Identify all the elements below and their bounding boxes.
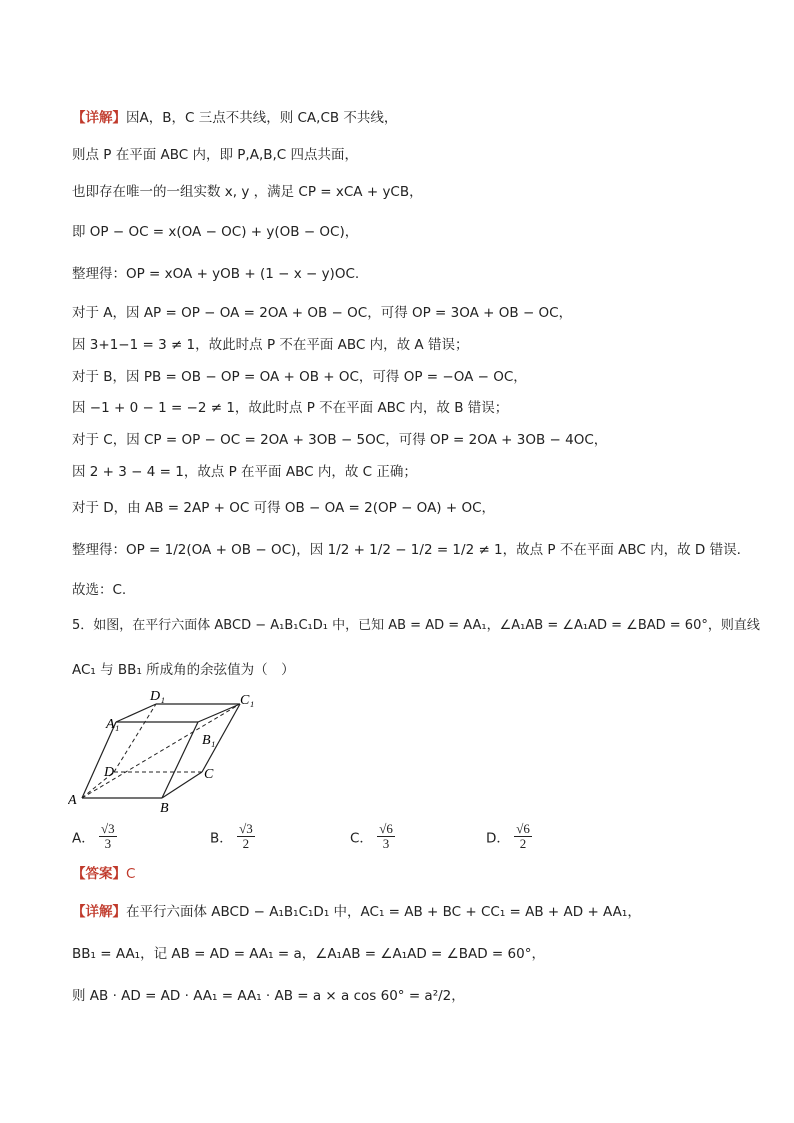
detail2-line-3 xyxy=(72,986,465,1006)
fraction-numerator: √3 xyxy=(239,821,253,836)
fraction-denominator: 3 xyxy=(382,836,390,851)
answer-prefix: 【答案】 xyxy=(72,866,126,882)
detail-line-4 xyxy=(72,222,358,242)
choice-label: A． xyxy=(72,830,95,847)
edge-A-A1 xyxy=(82,722,116,798)
detail-line-13 xyxy=(72,540,741,560)
line-text: 对于 C，因 CP = OP − OC = 2OA + 3OB − 5OC，可得 OP = 2OA + 3OB − 4OC， xyxy=(72,432,608,448)
choice-fraction xyxy=(377,822,395,851)
choice-B[interactable] xyxy=(210,822,255,851)
detail-line-7 xyxy=(72,335,468,355)
line-text: 在平行六面体 ABCD − A₁B₁C₁D₁ 中，AC₁ = AB + BC + CC₁ = AB + AD + AA₁， xyxy=(126,904,641,920)
line-text: 即 OP − OC = x(OA − OC) + y(OB − OC)， xyxy=(72,224,359,240)
detail-line-10 xyxy=(72,430,607,450)
label-D1: D₁ xyxy=(150,690,165,704)
label-C1: C₁ xyxy=(240,693,255,708)
detail-line-14 xyxy=(72,580,126,600)
line-text: 对于 A，因 AP = OP − OA = 2OA + OB − OC，可得 OP = 3OA + OB − OC， xyxy=(72,305,573,321)
label-B: B xyxy=(160,801,169,816)
choice-A[interactable] xyxy=(72,822,117,851)
detail-line-3 xyxy=(72,182,423,202)
fraction-denominator: 2 xyxy=(242,836,250,851)
line-text: 因 2 + 3 − 4 = 1，故点 P 在平面 ABC 内，故 C 正确； xyxy=(72,464,417,480)
choice-fraction xyxy=(237,822,255,851)
label-C: C xyxy=(204,767,214,782)
detail-prefix: 【详解】 xyxy=(72,110,126,126)
answer-line xyxy=(72,864,135,884)
parallelepiped-figure xyxy=(68,690,268,816)
detail-line-2 xyxy=(72,145,358,165)
fraction-numerator: √3 xyxy=(101,821,115,836)
answer-value: C xyxy=(126,866,136,882)
line-text: 5．如图，在平行六面体 ABCD − A₁B₁C₁D₁ 中，已知 AB = AD = AA₁，∠A₁AB = ∠A₁AD = ∠BAD = 60°，则直线 xyxy=(72,618,760,633)
detail-line-8 xyxy=(72,367,527,387)
detail2-line-2 xyxy=(72,944,545,964)
detail-line-5 xyxy=(72,264,359,284)
line-text: 因 −1 + 0 − 1 = −2 ≠ 1，故此时点 P 不在平面 ABC 内，故 B 错误； xyxy=(72,400,509,416)
choice-label: C． xyxy=(350,830,373,847)
line-text: 因 3+1−1 = 3 ≠ 1，故此时点 P 不在平面 ABC 内，故 A 错误； xyxy=(72,337,469,353)
edge-B1-C1 xyxy=(198,704,240,722)
line-text: 则点 P 在平面 ABC 内，即 P,A,B,C 四点共面， xyxy=(72,147,359,163)
label-A1: A₁ xyxy=(106,717,120,732)
question-5-stem xyxy=(72,616,760,636)
line-text: AC₁ 与 BB₁ 所成角的余弦值为（ ） xyxy=(72,662,295,678)
fraction-denominator: 3 xyxy=(104,836,112,851)
fraction-numerator: √6 xyxy=(379,821,393,836)
detail-line-9 xyxy=(72,398,508,418)
fraction-numerator: √6 xyxy=(516,821,530,836)
detail-line-12 xyxy=(72,498,495,518)
detail2-line-1 xyxy=(72,902,641,922)
line-text: 整理得：OP = xOA + yOB + (1 − x − y)OC. xyxy=(72,266,360,282)
label-B1: B₁ xyxy=(202,733,216,748)
line-text: 整理得：OP = 1/2(OA + OB − OC)，因 1/2 + 1/2 − 1/2 = 1/2 ≠ 1，故点 P 不在平面 ABC 内，故 D 错误. xyxy=(72,542,741,558)
label-A: A xyxy=(68,793,77,808)
choice-label: D． xyxy=(486,830,510,847)
line-text: 则 AB · AD = AD · AA₁ = AA₁ · AB = a × a cos 60° = a²/2， xyxy=(72,988,465,1004)
line-text: 故选：C. xyxy=(72,582,127,598)
detail-line-11 xyxy=(72,462,417,482)
detail-prefix: 【详解】 xyxy=(72,904,126,920)
choice-D[interactable] xyxy=(486,822,532,851)
choice-C[interactable] xyxy=(350,822,395,851)
detail-text: 因A，B，C 三点不共线，则 CA,CB 不共线， xyxy=(126,110,398,126)
question-5-stem-cont xyxy=(72,660,295,680)
label-D: D xyxy=(104,765,115,780)
choice-fraction xyxy=(514,822,532,851)
line-text: 对于 D，由 AB = 2AP + OC 可得 OB − OA = 2(OP − OA) + OC， xyxy=(72,500,496,516)
detail-line-1 xyxy=(72,108,397,128)
line-text: 对于 B，因 PB = OB − OP = OA + OB + OC，可得 OP = −OA − OC， xyxy=(72,369,527,385)
line-text: BB₁ = AA₁，记 AB = AD = AA₁ = a，∠A₁AB = ∠A₁AD = ∠BAD = 60°， xyxy=(72,946,545,962)
fraction-denominator: 2 xyxy=(519,836,527,851)
line-text: 也即存在唯一的一组实数 x, y ，满足 CP = xCA + yCB， xyxy=(72,184,423,200)
edge-D1-A1 xyxy=(116,704,156,722)
edge-D-D1 xyxy=(114,704,156,772)
detail-line-6 xyxy=(72,303,572,323)
choice-label: B． xyxy=(210,830,233,847)
choice-fraction xyxy=(99,822,117,851)
